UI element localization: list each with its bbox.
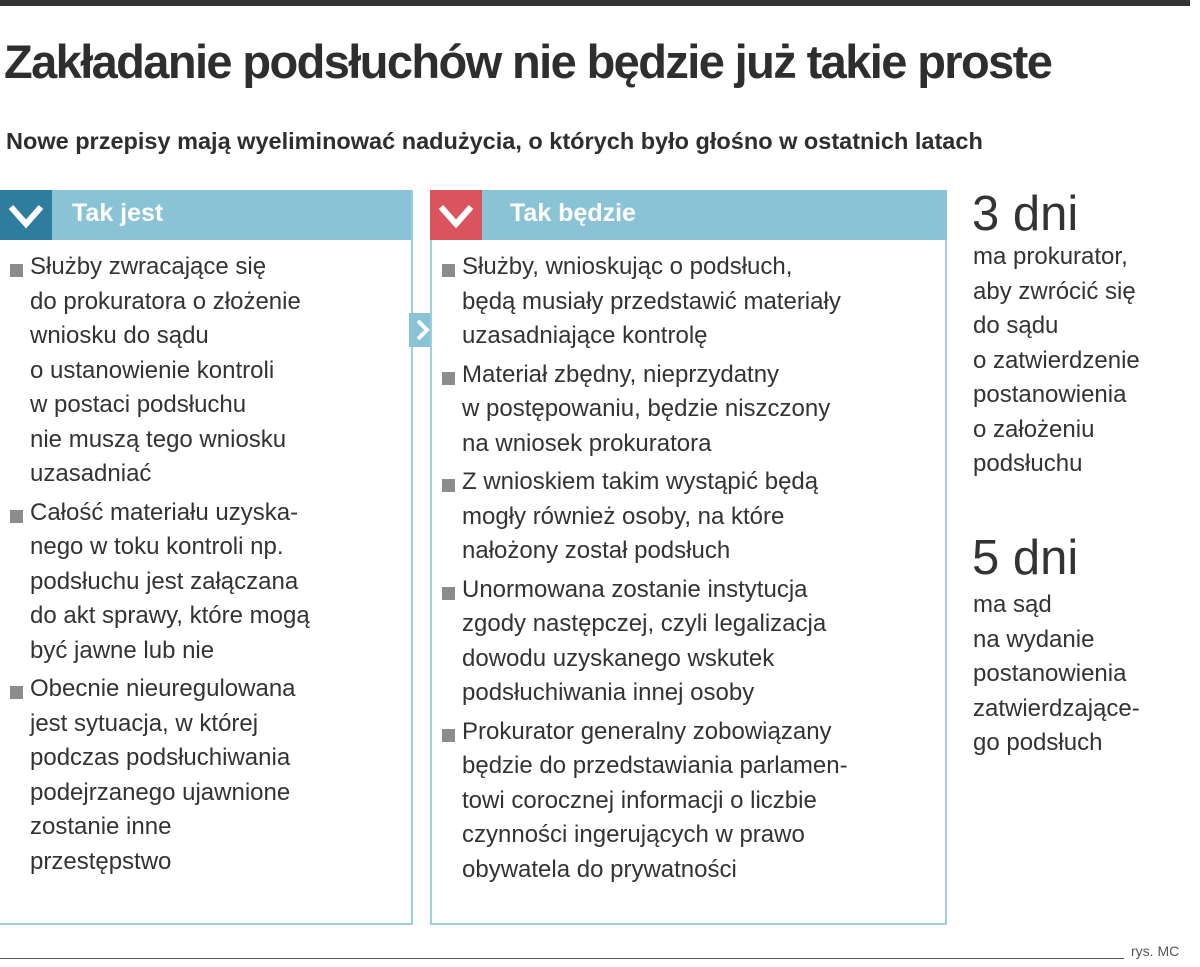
current-state-title: Tak jest — [72, 199, 164, 227]
bullet-square-icon — [442, 264, 455, 277]
current-state-list — [8, 250, 405, 883]
future-state-list — [440, 250, 939, 891]
stat-description-court: ma sąd na wydanie postanowienia zatwierdzające- go podsłuch — [973, 591, 1140, 756]
bullet-square-icon — [10, 510, 23, 523]
stat-value-prosecutor: 3 dni — [972, 187, 1079, 241]
current-state-panel — [0, 190, 413, 925]
future-state-title: Tak będzie — [510, 199, 636, 227]
list-item: Służby zwracające się do prokuratora o złożenie wniosku do sądu o ustanowienie kontroli w postaci podsłuchu nie muszą tego wniosku uzasadniać — [8, 250, 405, 492]
checkmark-icon — [430, 190, 482, 240]
list-item: Służby, wnioskując o podsłuch, będą musiały przedstawić materiały uzasadniające kontrolę — [440, 250, 939, 354]
bottom-rule — [0, 958, 1124, 959]
list-item: Prokurator generalny zobowiązany będzie do przedstawiania parlamen- towi corocznej informacji o liczbie czynności ingerujących w prawo obywatela do prywatności — [440, 715, 939, 888]
bullet-square-icon — [442, 729, 455, 742]
bullet-square-icon — [442, 372, 455, 385]
bullet-square-icon — [442, 587, 455, 600]
checkmark-icon — [0, 190, 52, 240]
bullet-square-icon — [10, 686, 23, 699]
bullet-square-icon — [442, 479, 455, 492]
headline: Zakładanie podsłuchów nie będzie już takie proste — [4, 35, 1052, 88]
stat-value-court: 5 dni — [972, 531, 1079, 585]
current-state-header — [0, 190, 411, 240]
top-rule — [0, 0, 1190, 6]
future-state-header — [430, 190, 947, 240]
list-item: Materiał zbędny, nieprzydatny w postępowaniu, będzie niszczony na wniosek prokuratora — [440, 358, 939, 462]
list-item: Unormowana zostanie instytucja zgody następczej, czyli legalizacja dowodu uzyskanego wskutek podsłuchiwania innej osoby — [440, 573, 939, 711]
list-item: Z wnioskiem takim wystąpić będą mogły również osoby, na które nałożony został podsłuch — [440, 465, 939, 569]
stat-description-prosecutor: ma prokurator, aby zwrócić się do sądu o zatwierdzenie postanowienia o założeniu podsłuchu — [973, 243, 1140, 477]
future-state-panel — [430, 190, 947, 925]
list-item: Całość materiału uzyska- nego w toku kontroli np. podsłuchu jest załączana do akt sprawy, które mogą być jawne lub nie — [8, 496, 405, 669]
bullet-square-icon — [10, 264, 23, 277]
credit: rys. MC — [1131, 943, 1180, 959]
list-item: Obecnie nieuregulowana jest sytuacja, w której podczas podsłuchiwania podejrzanego ujawnione zostanie inne przestępstwo — [8, 672, 405, 879]
subheadline: Nowe przepisy mają wyeliminować nadużycia, o których było głośno w ostatnich latach — [6, 128, 983, 154]
